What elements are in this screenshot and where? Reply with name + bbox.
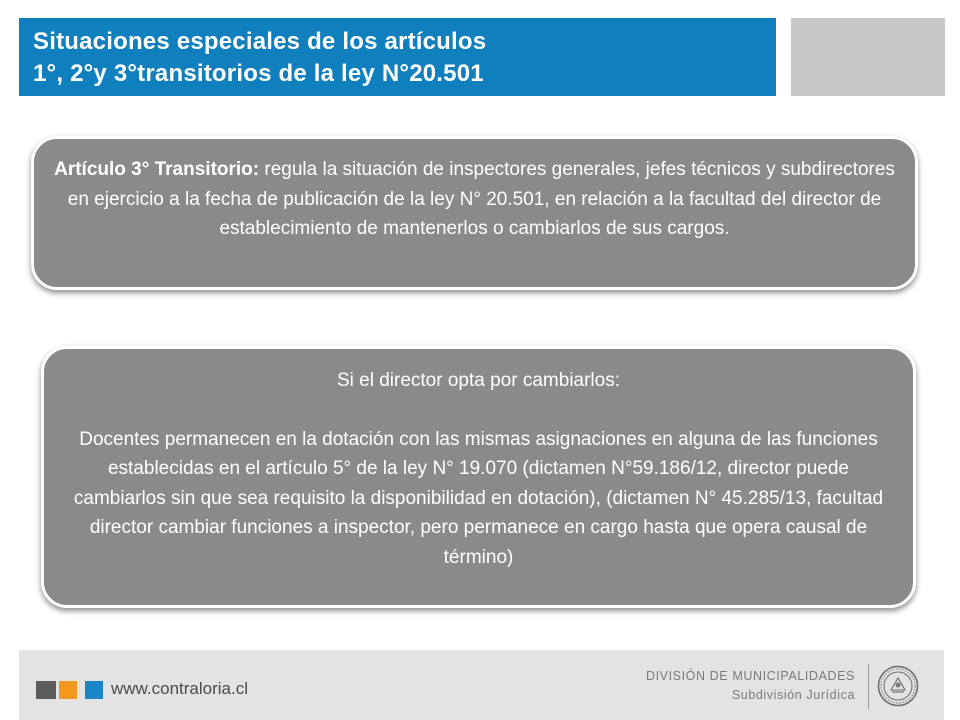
footer-square-orange [59,681,77,699]
article-3-text: regula la situación de inspectores generales, jefes técnicos y subdirectores en ejercicio a la fecha de publicación de la ley N° 20.501, en relación a la facultad del director de establecimiento de mantenerlos o cambiarlos de sus cargos. [67,159,895,239]
director-change-box [41,346,916,608]
footer-division [646,667,855,705]
footer-url-link[interactable]: www.contraloria.cl [111,679,248,698]
division-name: DIVISIÓN DE MUNICIPALIDADES [645,669,855,683]
director-change-intro: Si el director opta por cambiarlos: [336,370,620,391]
director-change-body: Docentes permanecen en la dotación con las mismas asignaciones en alguna de las funciones establecidas en el artículo 5° de la ley N° 19.070 (dictamen N°59.186/12, director puede cambiarlos sin que sea requisito la disponibilidad en dotación), (dictamen N° 45.285/13, facultad director cambiar funciones a inspector, pero permanece en cargo hasta que opera causal de término) [73,428,884,568]
article-3-box [31,136,918,290]
footer-square-blue [85,681,103,699]
slide-title-line-1: Situaciones especiales de los artículos [33,28,487,55]
footer-square-gray [36,681,56,699]
footer-divider [868,664,869,709]
slide-title-bar [19,18,776,96]
subdivision-name: Subdivisión Jurídica [731,688,855,702]
article-3-heading: Artículo 3° Transitorio: [54,159,260,180]
contraloria-seal-icon [877,665,919,707]
slide-title-line-2: 1°, 2°y 3°transitorios de la ley N°20.501 [33,60,484,87]
footer [19,650,944,720]
header-grey-block [791,18,945,96]
